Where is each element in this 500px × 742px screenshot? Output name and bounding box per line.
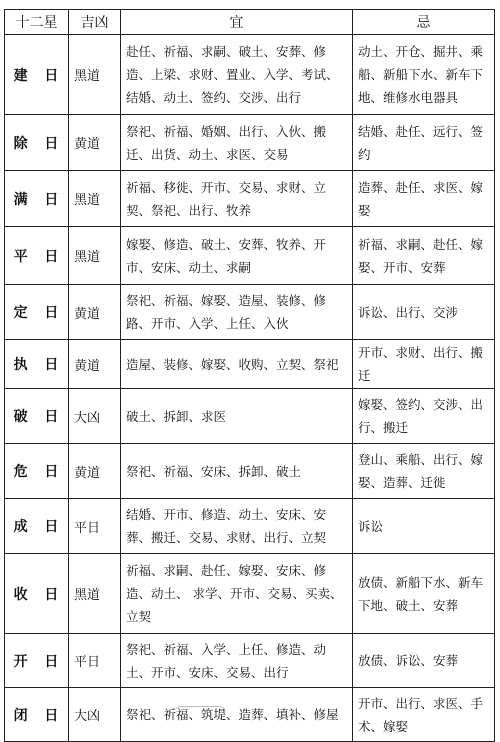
- luck-cell: 黄道: [69, 444, 121, 499]
- table-row: [5, 340, 495, 389]
- almanac-table-container: [4, 9, 494, 734]
- header-ji: 忌: [353, 10, 495, 35]
- luck-cell: 黑道: [69, 227, 121, 285]
- header-luck: 吉凶: [69, 10, 121, 35]
- star-cell: 平 日: [5, 227, 69, 285]
- table-row: [5, 171, 495, 227]
- ji-cell: 放债、诉讼、安葬: [353, 634, 495, 688]
- luck-cell: 黑道: [69, 35, 121, 115]
- ji-cell: 放债、新船下水、新车下地、破土、安葬: [353, 554, 495, 634]
- ji-cell: 诉讼、出行、交涉: [353, 285, 495, 340]
- luck-cell: 平日: [69, 634, 121, 688]
- table-row: [5, 554, 495, 634]
- ji-cell: 造葬、赴任、求医、嫁娶: [353, 171, 495, 227]
- yi-cell: 嫁娶、修造、破土、安葬、牧养、开市、安床、动土、求嗣: [121, 227, 353, 285]
- ji-cell: 开市、求财、出行、搬迁: [353, 340, 495, 389]
- header-yi: 宜: [121, 10, 353, 35]
- yi-cell: 祭祀、祈福、入学、上任、修造、动土、开市、安床、交易、出行: [121, 634, 353, 688]
- ji-cell: 诉讼: [353, 499, 495, 554]
- yi-cell: 祭祀、祈福、安床、拆卸、破土: [121, 444, 353, 499]
- star-cell: 破 日: [5, 389, 69, 444]
- ji-cell: 登山、乘船、出行、嫁娶、造葬、迁徙: [353, 444, 495, 499]
- star-cell: 闭 日: [5, 688, 69, 742]
- luck-cell: 大凶: [69, 389, 121, 444]
- table-row: [5, 115, 495, 171]
- star-cell: 执 日: [5, 340, 69, 389]
- luck-cell: 黄道: [69, 115, 121, 171]
- yi-cell: 祭祀、祈福、筑堤、造葬、填补、修屋: [121, 688, 353, 742]
- star-cell: 成 日: [5, 499, 69, 554]
- table-row: [5, 285, 495, 340]
- table-row: [5, 227, 495, 285]
- table-header-row: [5, 10, 495, 35]
- header-star: 十二星: [5, 10, 69, 35]
- table-row: [5, 499, 495, 554]
- table-row: [5, 688, 495, 742]
- twelve-stars-table: [4, 9, 495, 742]
- star-cell: 危 日: [5, 444, 69, 499]
- star-cell: 满 日: [5, 171, 69, 227]
- star-cell: 建 日: [5, 35, 69, 115]
- yi-cell: 祭祀、祈福、嫁娶、造屋、装修、修路、开市、入学、上任、入伙: [121, 285, 353, 340]
- ji-cell: 动土、开仓、掘井、乘船、新船下水、新车下地、维修水电器具: [353, 35, 495, 115]
- star-cell: 定 日: [5, 285, 69, 340]
- luck-cell: 黑道: [69, 171, 121, 227]
- star-cell: 收 日: [5, 554, 69, 634]
- yi-cell: 祭祀、祈福、婚姻、出行、入伙、搬迁、出货、动土、求医、交易: [121, 115, 353, 171]
- yi-cell: 赴任、祈福、求嗣、破土、安葬、修造、上梁、求财、置业、入学、考试、结婚、动土、签约、交涉、出行: [121, 35, 353, 115]
- yi-cell: 祈福、求嗣、赴任、嫁娶、安床、修造、动土、 求学、开市、交易、买卖、立契: [121, 554, 353, 634]
- ji-cell: 嫁娶、签约、交涉、出行、搬迁: [353, 389, 495, 444]
- star-cell: 除 日: [5, 115, 69, 171]
- table-row: [5, 389, 495, 444]
- table-row: [5, 634, 495, 688]
- luck-cell: 黄道: [69, 285, 121, 340]
- table-row: [5, 35, 495, 115]
- luck-cell: 平日: [69, 499, 121, 554]
- table-row: [5, 444, 495, 499]
- yi-cell: 祈福、移徙、开市、交易、求财、立契、祭祀、出行、牧养: [121, 171, 353, 227]
- ji-cell: 祈福、求嗣、赴任、嫁娶、开市、安葬: [353, 227, 495, 285]
- yi-cell: 造屋、装修、嫁娶、收购、立契、祭祀: [121, 340, 353, 389]
- luck-cell: 黄道: [69, 340, 121, 389]
- ji-cell: 开市、出行、求医、手术、嫁娶: [353, 688, 495, 742]
- luck-cell: 黑道: [69, 554, 121, 634]
- ji-cell: 结婚、赴任、远行、签约: [353, 115, 495, 171]
- luck-cell: 大凶: [69, 688, 121, 742]
- yi-cell: 破土、拆卸、求医: [121, 389, 353, 444]
- star-cell: 开 日: [5, 634, 69, 688]
- yi-cell: 结婚、开市、修造、动土、安床、安葬、搬迁、交易、求财、出行、立契: [121, 499, 353, 554]
